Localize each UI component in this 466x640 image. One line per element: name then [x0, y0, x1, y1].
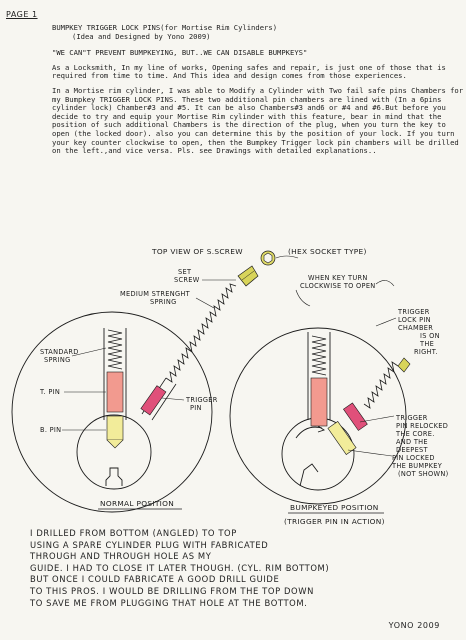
chamber-label-2: LOCK PIN — [398, 316, 431, 324]
hex-socket-label: (HEX SOCKET TYPE) — [288, 247, 367, 256]
page-label: PAGE 1 — [6, 10, 38, 19]
document-subtitle: (Idea and Designed by Yono 2009) — [72, 31, 211, 41]
bottom-pin-label: B. PIN — [40, 426, 62, 434]
bumpkeyed-position-caption: BUMPKEYED POSITION — [290, 503, 379, 512]
trigger-pin-label-2: PIN — [190, 404, 202, 412]
bottom-pin — [107, 416, 123, 440]
relocked-label-7: THE BUMPKEY — [392, 462, 443, 470]
standard-spring-label-2: SPRING — [44, 356, 71, 364]
medium-spring-label-2: SPRING — [150, 298, 177, 306]
hex-socket-icon — [261, 251, 275, 265]
note-line: TO SAVE ME FROM PLUGGING THAT HOLE AT THE BOTTOM. — [30, 597, 308, 608]
standard-spring-label-1: STANDARD — [40, 348, 79, 356]
set-screw-label-1: SET — [178, 268, 192, 276]
top-pin-label: T. PIN — [40, 388, 61, 396]
relocked-label-6: PIN LOCKED — [392, 454, 435, 462]
slogan: "WE CAN"T PREVENT BUMPKEYING, BUT..WE CAN DISABLE BUMPKEYS" — [52, 48, 308, 58]
handwritten-notes — [30, 528, 450, 609]
chamber-label-5: THE — [420, 340, 435, 348]
when-key-label-1: WHEN KEY TURN — [308, 274, 368, 282]
document-body — [52, 24, 464, 156]
chamber-label-3: CHAMBER — [398, 324, 434, 332]
document-title: BUMPKEY TRIGGER LOCK PINS(for Mortise Rim Cylinders) — [52, 23, 278, 32]
note-line: TO THIS PROS. I WOULD BE DRILLING FROM THE TOP DOWN — [30, 585, 314, 596]
right-top-pin — [311, 378, 327, 426]
paragraph-main: In a Mortise rim cylinder, I was able to Modify a Cylinder with Two fail safe pins Chambers for my Bumpkey TRIGGER LOCK PINS. These two additional pin chambers are lined with (In a 6pins cylinder lock) Chamber#3 and #5. It can be also Chambers#3 and6 or #4 and #6.But before you decide to try and equip your Mortise Rim cylinder with this feature, bear in mind that the position of such additional Chambers is the direction of the plug, when you turn the key to open (the locked door). also you can determine this by the position of your lock. If you turn your key counter clockwise to open, then the Bumpkey Trigger lock pin chambers will be drilled on the left.,and vice versa. Pls. see Drawings with detailed explanations.. — [52, 85, 464, 156]
set-screw-label-2: SCREW — [174, 276, 200, 284]
chamber-label-6: RIGHT. — [414, 348, 438, 356]
chamber-label-1: TRIGGER — [398, 308, 430, 316]
note-line: I DRILLED FROM BOTTOM (ANGLED) TO TOP — [30, 528, 237, 538]
note-line: USING A SPARE CYLINDER PLUG WITH FABRICATED — [30, 539, 269, 550]
relocked-label-1: TRIGGER — [396, 414, 428, 422]
top-pin — [107, 372, 123, 412]
signature: YONO 2009 — [388, 621, 440, 630]
right-standard-spring — [312, 336, 326, 375]
paragraph-intro: As a Locksmith, In my line of works, Opening safes and repair, is just one of those that is required from time to time. And This idea and design comes from those experiences. — [52, 62, 446, 81]
set-screw — [238, 266, 258, 286]
relocked-label-5: DEEPEST — [396, 446, 428, 454]
note-line: THROUGH AND THROUGH HOLE AS MY — [30, 551, 212, 562]
when-key-label-2: CLOCKWISE TO OPEN — [300, 282, 376, 290]
medium-spring-label-1: MEDIUM STRENGHT — [120, 290, 190, 298]
note-line: GUIDE. I HAD TO CLOSE IT LATER THOUGH. (CYL. RIM BOTTOM) — [30, 562, 330, 573]
chamber-label-4: IS ON — [420, 332, 440, 340]
trigger-pin-label-1: TRIGGER — [186, 396, 218, 404]
normal-position-caption: NORMAL POSITION — [100, 499, 175, 508]
note-line: BUT ONCE I COULD FABRICATE A GOOD DRILL GUIDE — [30, 574, 280, 585]
relocked-label-3: THE CORE. — [396, 430, 435, 438]
top-view-label: TOP VIEW OF S.SCREW — [152, 247, 243, 256]
lock-diagram — [0, 236, 466, 536]
bumpkeyed-position-subcaption: (TRIGGER PIN IN ACTION) — [284, 517, 385, 526]
relocked-label-8: (NOT SHOWN) — [398, 470, 449, 478]
standard-spring — [108, 330, 122, 369]
relocked-label-4: AND THE — [396, 438, 428, 446]
relocked-label-2: PIN RELOCKED — [396, 422, 449, 430]
